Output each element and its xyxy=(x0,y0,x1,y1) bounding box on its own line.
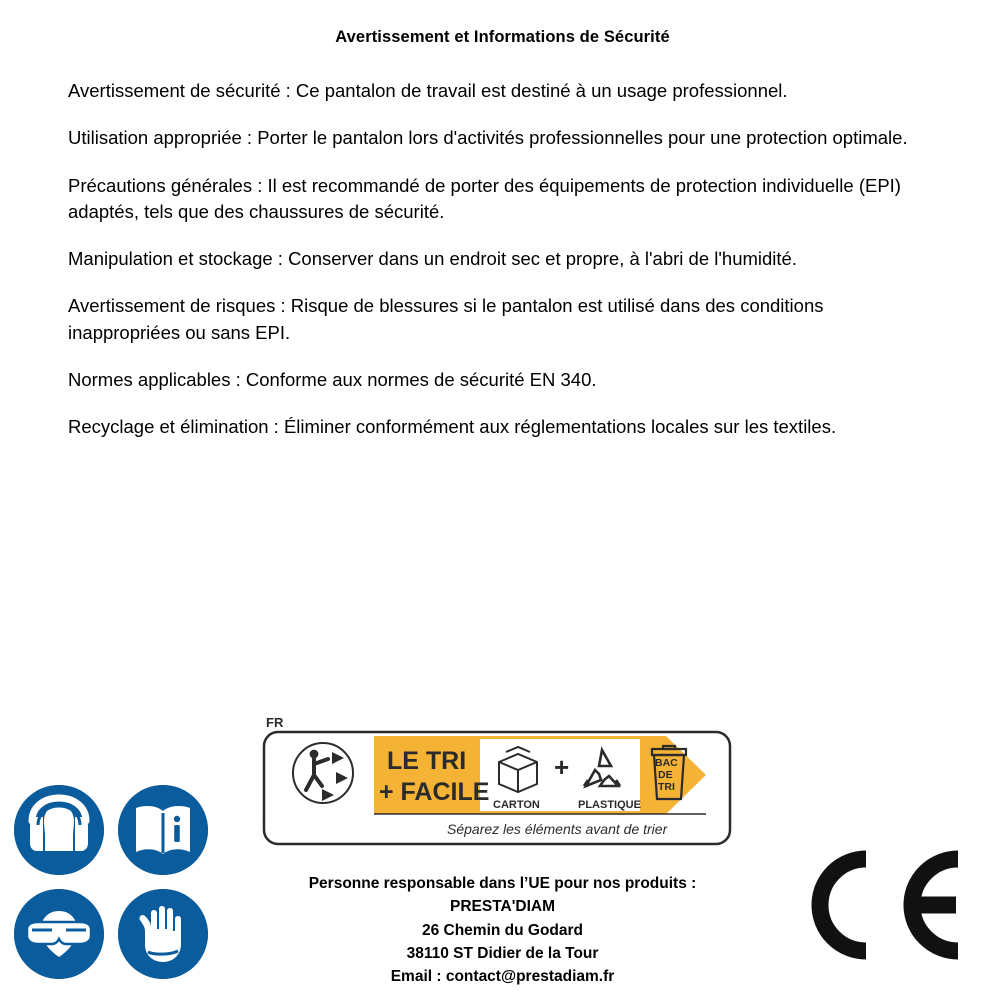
paragraph-applicable-standards: Normes applicables : Conforme aux normes de sécurité EN 340. xyxy=(68,368,597,390)
triman-material-plus: + xyxy=(554,752,570,782)
paragraph-handling-storage: Manipulation et stockage : Conserver dans un endroit sec et propre, à l'abri de l'humidité. xyxy=(68,248,797,270)
company-address: 26 Chemin du Godard xyxy=(421,921,584,939)
triman-footer: Séparez les éléments avant de trier xyxy=(447,821,668,837)
triman-material-left: CARTON xyxy=(493,799,540,811)
paragraph-appropriate-use: Utilisation appropriée : Porter le pantalon lors d'activités professionnelles pour une protection optimale. xyxy=(68,127,908,149)
paragraph-risk-warning: Avertissement de risques : Risque de blessures si le pantalon est utilisé dans des conditions inappropriées ou sans EPI. xyxy=(68,295,824,343)
company-city: 38110 ST Didier de la Tour xyxy=(406,944,599,962)
page-title: Avertissement et Informations de Sécurité xyxy=(335,28,670,46)
company-email: Email : contact@prestadiam.fr xyxy=(390,968,615,985)
safety-text-block xyxy=(68,78,930,461)
paragraph-safety-warning: Avertissement de sécurité : Ce pantalon de travail est destiné à un usage professionnel. xyxy=(68,80,788,101)
read-instructions-icon xyxy=(118,785,208,875)
paragraph-general-precautions: Précautions générales : Il est recommandé de porter des équipements de protection individuelle (EPI) adaptés, tels que des chaussures de sécurité. xyxy=(68,174,901,222)
triman-bin-line3: TRI xyxy=(658,781,675,793)
triman-headline-line1: LE TRI xyxy=(387,747,467,775)
responsible-person-heading-prefix: Personne responsable dans l’ xyxy=(308,875,529,892)
svg-text:FR: FR xyxy=(266,715,284,730)
ce-marking-icon xyxy=(798,845,968,965)
triman-recycling-label xyxy=(262,712,732,847)
triman-headline-line2: + FACILE xyxy=(379,778,490,806)
triman-bin-line1: BAC xyxy=(655,757,678,769)
responsible-person-heading-highlight: UE xyxy=(528,875,550,892)
ear-protection-icon xyxy=(14,785,104,875)
company-name: PRESTA'DIAM xyxy=(449,898,555,916)
triman-material-right: PLASTIQUE xyxy=(578,799,641,811)
paragraph-recycling-disposal: Recyclage et élimination : Éliminer conformément aux réglementations locales sur les textiles. xyxy=(68,416,837,438)
responsible-person-heading-suffix: pour nos produits : xyxy=(549,875,697,892)
triman-bin-line2: DE xyxy=(658,769,673,781)
